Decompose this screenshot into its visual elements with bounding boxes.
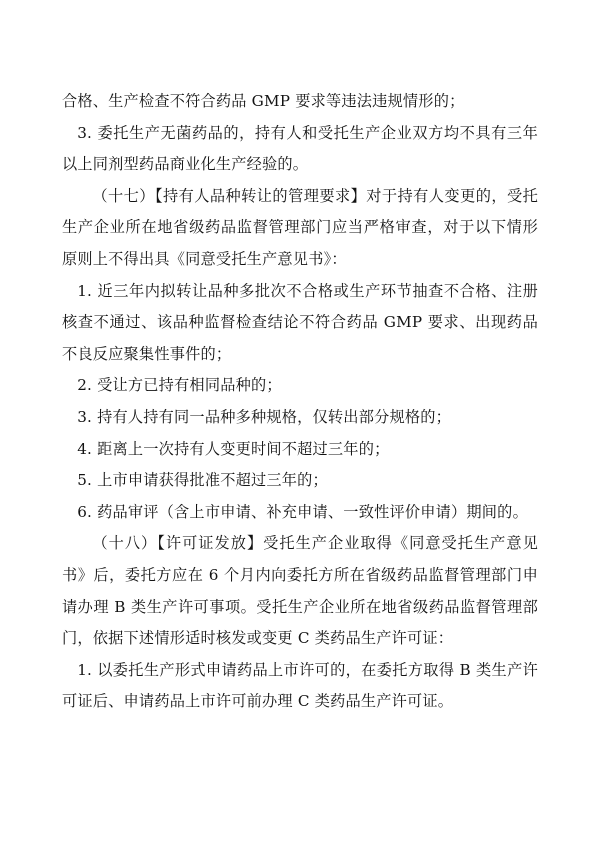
paragraph: 3. 委托生产无菌药品的，持有人和受托生产企业双方均不具有三年以上同剂型药品商业化生产经验的。 <box>62 123 538 174</box>
document-body <box>62 86 538 718</box>
paragraph: 1. 以委托生产形式申请药品上市许可的，在委托方取得 B 类生产许可证后、申请药品上市许可前办理 C 类药品生产许可证。 <box>62 660 538 711</box>
paragraph: 2. 受让方已持有相同品种的； <box>77 376 282 395</box>
paragraph: （十八）【许可证发放】受托生产企业取得《同意受托生产意见书》后，委托方应在 6 个月内向委托方所在省级药品监督管理部门申请办理 B 类生产许可事项。受托生产企业所在地省级药品监督管理部门，依据下述情形适时核发或变更 C 类药品生产许可证： <box>62 534 538 648</box>
paragraph: 5. 上市申请获得批准不超过三年的； <box>77 471 328 490</box>
paragraph: 合格、生产检查不符合药品 GMP 要求等违法违规情形的； <box>62 92 465 110</box>
paragraph: 1. 近三年内拟转让品种多批次不合格或生产环节抽查不合格、注册核查不通过、该品种监督检查结论不符合药品 GMP 要求、出现药品不良反应聚集性事件的； <box>62 281 538 363</box>
paragraph: 4. 距离上一次持有人变更时间不超过三年的； <box>77 439 390 458</box>
paragraph: （十七）【持有人品种转让的管理要求】对于持有人变更的，受托生产企业所在地省级药品监督管理部门应当严格审查，对于以下情形原则上不得出具《同意受托生产意见书》： <box>62 186 538 268</box>
paragraph: 3. 持有人持有同一品种多种规格，仅转出部分规格的； <box>77 407 452 426</box>
paragraph: 6. 药品审评（含上市申请、补充申请、一致性评价申请）期间的。 <box>77 502 528 521</box>
